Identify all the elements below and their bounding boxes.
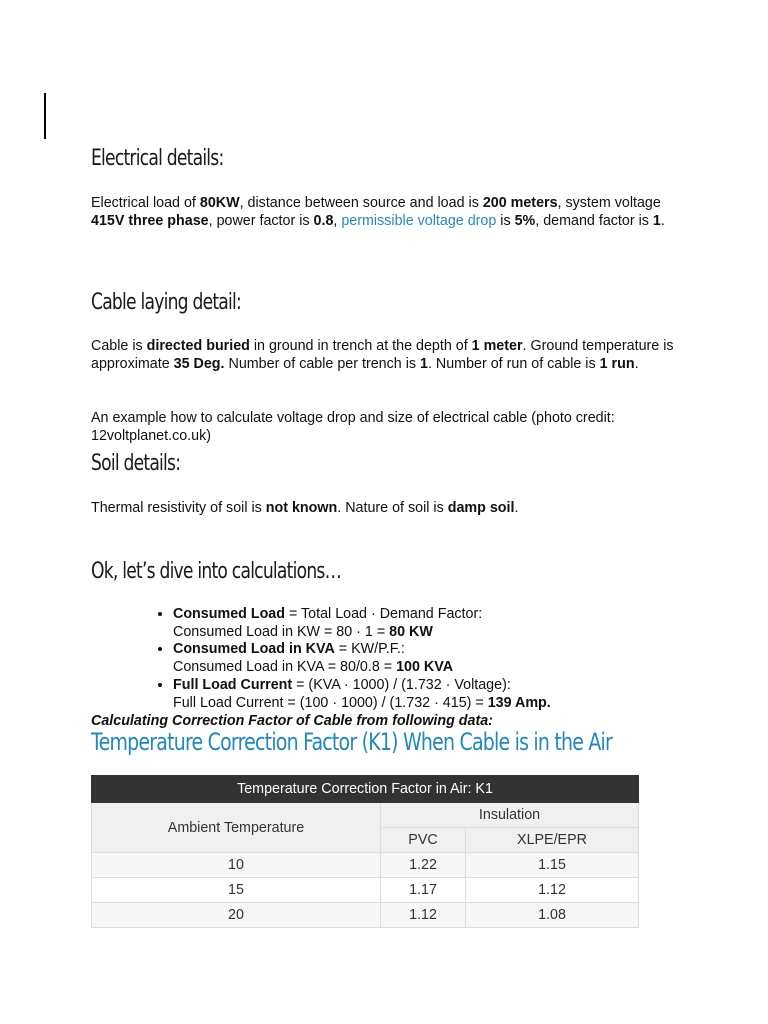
permissible-voltage-drop-link[interactable]: permissible voltage drop — [341, 213, 497, 229]
insulation-header: Insulation — [381, 803, 639, 828]
list-item: • Consumed Load = Total Load · Demand Factor: Consumed Load in KW = 80 · 1 = 80 KW — [173, 606, 673, 641]
cable-laying-heading: Cable laying detail: — [91, 290, 242, 315]
list-item: • Consumed Load in KVA = KW/P.F.: Consumed Load in KVA = 80/0.8 = 100 KVA — [173, 641, 673, 676]
k1-table — [91, 775, 639, 928]
list-item: • Full Load Current = (KVA · 1000) / (1.732 · Voltage): Full Load Current = (100 · 1000) / (1.732 · 415) = 139 Amp. — [173, 677, 673, 712]
electrical-details-paragraph: Electrical load of 80KW, distance between source and load is 200 meters, system voltage 415V three phase, power factor is 0.8, permissible voltage drop is 5%, demand factor is 1. — [91, 195, 665, 229]
soil-details-heading: Soil details: — [91, 451, 181, 476]
k1-heading: Temperature Correction Factor (K1) When Cable is in the Air — [91, 728, 613, 756]
text-cursor — [44, 93, 46, 139]
correction-factor-note: Calculating Correction Factor of Cable from following data: — [91, 713, 493, 729]
table-row: 15 1.17 1.12 — [92, 878, 639, 903]
cable-laying-paragraph: Cable is directed buried in ground in trench at the depth of 1 meter. Ground temperature is approximate 35 Deg. Number of cable per trench is 1. Number of run of cable is 1 run. — [91, 338, 674, 372]
electrical-details-heading: Electrical details: — [91, 146, 224, 171]
calculations-heading: Ok, let’s dive into calculations… — [91, 559, 341, 584]
soil-details-paragraph: Thermal resistivity of soil is not known. Nature of soil is damp soil. — [91, 500, 519, 516]
table-row: 20 1.12 1.08 — [92, 903, 639, 928]
calculation-list — [150, 606, 673, 712]
table-caption: Temperature Correction Factor in Air: K1 — [92, 776, 639, 803]
example-caption: An example how to calculate voltage drop and size of electrical cable (photo credit: 12voltplanet.co.uk) — [91, 410, 615, 444]
pvc-header: PVC — [381, 828, 466, 853]
xlpe-header: XLPE/EPR — [466, 828, 639, 853]
ambient-temperature-header: Ambient Temperature — [92, 803, 381, 853]
table-row: 10 1.22 1.15 — [92, 853, 639, 878]
